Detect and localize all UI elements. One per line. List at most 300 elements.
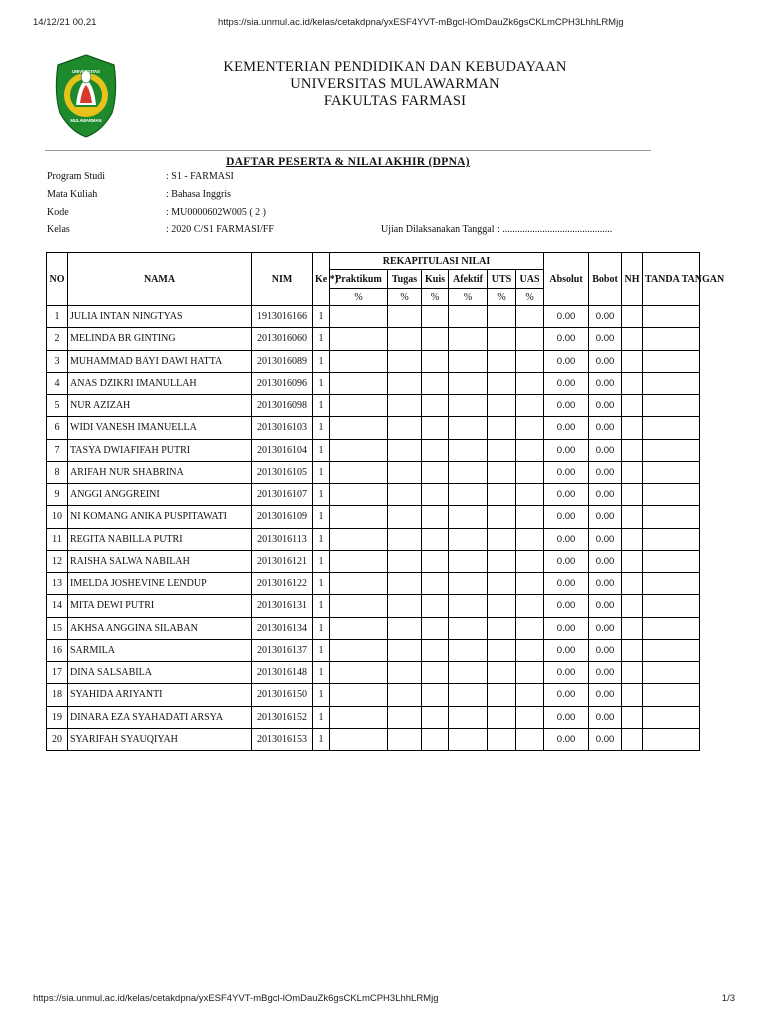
- cell-tanda-tangan: [643, 350, 700, 372]
- cell-uas: [516, 461, 544, 483]
- meta-ujian-date: Ujian Dilaksanakan Tanggal : ............................................: [381, 224, 613, 235]
- cell-nama: DINARA EZA SYAHADATI ARSYA: [68, 706, 252, 728]
- cell-nh: [622, 662, 643, 684]
- cell-tugas: [388, 350, 422, 372]
- cell-no: 10: [47, 506, 68, 528]
- cell-bobot: 0.00: [589, 528, 622, 550]
- cell-nim: 2013016098: [252, 395, 313, 417]
- table-row: [47, 306, 700, 328]
- cell-bobot: 0.00: [589, 684, 622, 706]
- percent-uas: %: [516, 289, 544, 306]
- cell-nama: DINA SALSABILA: [68, 662, 252, 684]
- cell-absolut: 0.00: [544, 639, 589, 661]
- table-row: [47, 461, 700, 483]
- cell-absolut: 0.00: [544, 350, 589, 372]
- cell-bobot: 0.00: [589, 439, 622, 461]
- cell-uas: [516, 684, 544, 706]
- meta-value: : Bahasa Inggris: [166, 189, 231, 200]
- cell-bobot: 0.00: [589, 350, 622, 372]
- cell-ke: 1: [313, 550, 330, 572]
- cell-uts: [488, 550, 516, 572]
- cell-tugas: [388, 684, 422, 706]
- cell-uts: [488, 306, 516, 328]
- cell-absolut: 0.00: [544, 595, 589, 617]
- col-header-praktikum: Praktikum: [330, 270, 388, 289]
- cell-tanda-tangan: [643, 684, 700, 706]
- table-row: [47, 528, 700, 550]
- cell-praktikum: [330, 372, 388, 394]
- cell-nama: SARMILA: [68, 639, 252, 661]
- table-row: [47, 439, 700, 461]
- table-row: [47, 372, 700, 394]
- col-header-uts: UTS: [488, 270, 516, 289]
- cell-nh: [622, 617, 643, 639]
- cell-afektif: [449, 573, 488, 595]
- cell-praktikum: [330, 417, 388, 439]
- meta-label: Mata Kuliah: [47, 189, 98, 200]
- col-header-nim: NIM: [252, 253, 313, 306]
- cell-nh: [622, 639, 643, 661]
- cell-tugas: [388, 506, 422, 528]
- cell-tanda-tangan: [643, 639, 700, 661]
- cell-ke: 1: [313, 662, 330, 684]
- cell-ke: 1: [313, 306, 330, 328]
- table-row: [47, 550, 700, 572]
- cell-bobot: 0.00: [589, 461, 622, 483]
- cell-tanda-tangan: [643, 417, 700, 439]
- cell-nh: [622, 328, 643, 350]
- cell-afektif: [449, 395, 488, 417]
- cell-absolut: 0.00: [544, 617, 589, 639]
- cell-bobot: 0.00: [589, 328, 622, 350]
- cell-absolut: 0.00: [544, 484, 589, 506]
- cell-tugas: [388, 306, 422, 328]
- cell-uts: [488, 439, 516, 461]
- cell-ke: 1: [313, 573, 330, 595]
- cell-no: 4: [47, 372, 68, 394]
- cell-kuis: [422, 573, 449, 595]
- cell-uts: [488, 506, 516, 528]
- cell-tugas: [388, 706, 422, 728]
- cell-nim: 2013016153: [252, 728, 313, 750]
- cell-nh: [622, 506, 643, 528]
- table-row: [47, 639, 700, 661]
- cell-nim: 2013016109: [252, 506, 313, 528]
- cell-afektif: [449, 439, 488, 461]
- cell-nh: [622, 350, 643, 372]
- cell-uas: [516, 617, 544, 639]
- cell-uts: [488, 573, 516, 595]
- cell-uts: [488, 639, 516, 661]
- cell-uas: [516, 728, 544, 750]
- cell-tanda-tangan: [643, 617, 700, 639]
- cell-uas: [516, 550, 544, 572]
- cell-nim: 2013016103: [252, 417, 313, 439]
- cell-absolut: 0.00: [544, 372, 589, 394]
- cell-nama: NI KOMANG ANIKA PUSPITAWATI: [68, 506, 252, 528]
- cell-tanda-tangan: [643, 595, 700, 617]
- cell-absolut: 0.00: [544, 506, 589, 528]
- cell-ke: 1: [313, 484, 330, 506]
- cell-no: 19: [47, 706, 68, 728]
- cell-ke: 1: [313, 506, 330, 528]
- col-header-nh: NH: [622, 253, 643, 306]
- cell-afektif: [449, 372, 488, 394]
- cell-absolut: 0.00: [544, 461, 589, 483]
- cell-afektif: [449, 684, 488, 706]
- cell-nim: 2013016104: [252, 439, 313, 461]
- cell-tanda-tangan: [643, 328, 700, 350]
- cell-no: 16: [47, 639, 68, 661]
- cell-uas: [516, 484, 544, 506]
- cell-uts: [488, 328, 516, 350]
- cell-uts: [488, 461, 516, 483]
- cell-afektif: [449, 461, 488, 483]
- table-row: [47, 484, 700, 506]
- cell-uas: [516, 595, 544, 617]
- cell-tanda-tangan: [643, 306, 700, 328]
- cell-tanda-tangan: [643, 372, 700, 394]
- cell-tugas: [388, 595, 422, 617]
- cell-absolut: 0.00: [544, 662, 589, 684]
- cell-nh: [622, 372, 643, 394]
- cell-uas: [516, 328, 544, 350]
- cell-tugas: [388, 662, 422, 684]
- cell-kuis: [422, 595, 449, 617]
- cell-ke: 1: [313, 684, 330, 706]
- cell-absolut: 0.00: [544, 395, 589, 417]
- cell-kuis: [422, 372, 449, 394]
- col-header-bobot: Bobot: [589, 253, 622, 306]
- university-name: UNIVERSITAS MULAWARMAN: [290, 76, 500, 92]
- cell-kuis: [422, 484, 449, 506]
- cell-ke: 1: [313, 595, 330, 617]
- percent-tugas: %: [388, 289, 422, 306]
- cell-praktikum: [330, 617, 388, 639]
- cell-uts: [488, 595, 516, 617]
- cell-uts: [488, 617, 516, 639]
- cell-absolut: 0.00: [544, 528, 589, 550]
- cell-tanda-tangan: [643, 528, 700, 550]
- cell-tugas: [388, 484, 422, 506]
- cell-nama: SYAHIDA ARIYANTI: [68, 684, 252, 706]
- col-header-absolut: Absolut: [544, 253, 589, 306]
- cell-ke: 1: [313, 417, 330, 439]
- cell-praktikum: [330, 350, 388, 372]
- cell-kuis: [422, 728, 449, 750]
- cell-no: 2: [47, 328, 68, 350]
- cell-kuis: [422, 350, 449, 372]
- cell-nh: [622, 706, 643, 728]
- cell-uas: [516, 417, 544, 439]
- cell-uas: [516, 439, 544, 461]
- col-header-tugas: Tugas: [388, 270, 422, 289]
- cell-absolut: 0.00: [544, 706, 589, 728]
- cell-nim: 2013016152: [252, 706, 313, 728]
- cell-nama: IMELDA JOSHEVINE LENDUP: [68, 573, 252, 595]
- print-datetime: 14/12/21 00.21: [33, 17, 97, 28]
- cell-tugas: [388, 372, 422, 394]
- cell-uts: [488, 684, 516, 706]
- cell-kuis: [422, 506, 449, 528]
- cell-nim: 2013016134: [252, 617, 313, 639]
- cell-absolut: 0.00: [544, 728, 589, 750]
- cell-nim: 2013016107: [252, 484, 313, 506]
- meta-value: : S1 - FARMASI: [166, 171, 234, 182]
- cell-uts: [488, 484, 516, 506]
- cell-no: 12: [47, 550, 68, 572]
- cell-nh: [622, 461, 643, 483]
- cell-afektif: [449, 595, 488, 617]
- table-row: [47, 617, 700, 639]
- page-number: 1/3: [721, 993, 735, 1004]
- meta-label: Program Studi: [47, 171, 106, 182]
- cell-bobot: 0.00: [589, 662, 622, 684]
- cell-tugas: [388, 439, 422, 461]
- cell-uas: [516, 306, 544, 328]
- percent-afektif: %: [449, 289, 488, 306]
- cell-uts: [488, 706, 516, 728]
- cell-afektif: [449, 417, 488, 439]
- cell-nh: [622, 439, 643, 461]
- meta-value: : MU0000602W005 ( 2 ): [166, 207, 266, 218]
- cell-ke: 1: [313, 728, 330, 750]
- cell-tanda-tangan: [643, 550, 700, 572]
- cell-kuis: [422, 439, 449, 461]
- cell-ke: 1: [313, 639, 330, 661]
- cell-nama: RAISHA SALWA NABILAH: [68, 550, 252, 572]
- cell-uas: [516, 573, 544, 595]
- cell-ke: 1: [313, 439, 330, 461]
- col-header-no: NO: [47, 253, 68, 306]
- cell-bobot: 0.00: [589, 573, 622, 595]
- faculty-name: FAKULTAS FARMASI: [323, 93, 467, 109]
- cell-nama: MITA DEWI PUTRI: [68, 595, 252, 617]
- cell-afektif: [449, 306, 488, 328]
- cell-absolut: 0.00: [544, 306, 589, 328]
- cell-kuis: [422, 395, 449, 417]
- cell-afektif: [449, 528, 488, 550]
- cell-nh: [622, 528, 643, 550]
- cell-absolut: 0.00: [544, 417, 589, 439]
- cell-no: 9: [47, 484, 68, 506]
- cell-tugas: [388, 328, 422, 350]
- cell-nh: [622, 306, 643, 328]
- cell-nim: 2013016105: [252, 461, 313, 483]
- cell-ke: 1: [313, 617, 330, 639]
- cell-nama: ANAS DZIKRI IMANULLAH: [68, 372, 252, 394]
- col-header-ke: Ke *): [313, 253, 330, 306]
- cell-ke: 1: [313, 395, 330, 417]
- meta-value: : 2020 C/S1 FARMASI/FF: [166, 224, 274, 235]
- table-row: [47, 573, 700, 595]
- cell-nama: ARIFAH NUR SHABRINA: [68, 461, 252, 483]
- cell-praktikum: [330, 573, 388, 595]
- cell-ke: 1: [313, 461, 330, 483]
- cell-uas: [516, 372, 544, 394]
- cell-kuis: [422, 306, 449, 328]
- cell-uts: [488, 417, 516, 439]
- logo-text-top: UNIVERSITAS: [72, 69, 100, 74]
- cell-bobot: 0.00: [589, 595, 622, 617]
- cell-no: 14: [47, 595, 68, 617]
- ministry-name: KEMENTERIAN PENDIDIKAN DAN KEBUDAYAAN: [223, 59, 567, 75]
- cell-tugas: [388, 550, 422, 572]
- cell-absolut: 0.00: [544, 328, 589, 350]
- cell-bobot: 0.00: [589, 372, 622, 394]
- cell-praktikum: [330, 528, 388, 550]
- cell-absolut: 0.00: [544, 573, 589, 595]
- table-row: [47, 684, 700, 706]
- cell-nim: 2013016131: [252, 595, 313, 617]
- cell-afektif: [449, 706, 488, 728]
- cell-nim: 2013016122: [252, 573, 313, 595]
- cell-afektif: [449, 639, 488, 661]
- cell-no: 5: [47, 395, 68, 417]
- cell-ke: 1: [313, 528, 330, 550]
- cell-uts: [488, 372, 516, 394]
- cell-nh: [622, 595, 643, 617]
- cell-tugas: [388, 728, 422, 750]
- cell-bobot: 0.00: [589, 617, 622, 639]
- cell-nim: 2013016150: [252, 684, 313, 706]
- cell-afektif: [449, 617, 488, 639]
- cell-no: 3: [47, 350, 68, 372]
- cell-tugas: [388, 461, 422, 483]
- cell-kuis: [422, 550, 449, 572]
- cell-nh: [622, 484, 643, 506]
- cell-nh: [622, 684, 643, 706]
- print-footer-url: https://sia.unmul.ac.id/kelas/cetakdpna/yxESF4YVT-mBgcl-lOmDauZk6gsCKLmCPH3LhhLRMjg: [33, 993, 439, 1004]
- cell-no: 11: [47, 528, 68, 550]
- institution-heading: [150, 59, 640, 110]
- cell-kuis: [422, 706, 449, 728]
- col-header-tanda-tangan: TANDA TANGAN: [643, 253, 700, 306]
- grades-table-body: [47, 306, 700, 751]
- cell-absolut: 0.00: [544, 684, 589, 706]
- cell-nim: 2013016060: [252, 328, 313, 350]
- cell-tanda-tangan: [643, 728, 700, 750]
- cell-uas: [516, 528, 544, 550]
- cell-no: 13: [47, 573, 68, 595]
- percent-uts: %: [488, 289, 516, 306]
- cell-kuis: [422, 461, 449, 483]
- cell-ke: 1: [313, 706, 330, 728]
- cell-tanda-tangan: [643, 395, 700, 417]
- cell-praktikum: [330, 395, 388, 417]
- print-url: https://sia.unmul.ac.id/kelas/cetakdpna/yxESF4YVT-mBgcl-lOmDauZk6gsCKLmCPH3LhhLRMjg: [218, 17, 624, 28]
- cell-uts: [488, 528, 516, 550]
- cell-bobot: 0.00: [589, 417, 622, 439]
- university-logo: [52, 53, 120, 139]
- percent-kuis: %: [422, 289, 449, 306]
- cell-nim: 2013016121: [252, 550, 313, 572]
- cell-tugas: [388, 528, 422, 550]
- cell-nim: 2013016113: [252, 528, 313, 550]
- cell-absolut: 0.00: [544, 550, 589, 572]
- cell-afektif: [449, 662, 488, 684]
- cell-no: 18: [47, 684, 68, 706]
- cell-afektif: [449, 506, 488, 528]
- cell-praktikum: [330, 595, 388, 617]
- cell-no: 20: [47, 728, 68, 750]
- table-row: [47, 728, 700, 750]
- cell-praktikum: [330, 439, 388, 461]
- cell-absolut: 0.00: [544, 439, 589, 461]
- cell-nama: SYARIFAH SYAUQIYAH: [68, 728, 252, 750]
- cell-nama: JULIA INTAN NINGTYAS: [68, 306, 252, 328]
- cell-bobot: 0.00: [589, 484, 622, 506]
- cell-praktikum: [330, 550, 388, 572]
- cell-praktikum: [330, 662, 388, 684]
- table-row: [47, 662, 700, 684]
- cell-no: 7: [47, 439, 68, 461]
- cell-nama: WIDI VANESH IMANUELLA: [68, 417, 252, 439]
- col-header-afektif: Afektif: [449, 270, 488, 289]
- cell-uas: [516, 639, 544, 661]
- cell-praktikum: [330, 728, 388, 750]
- cell-tanda-tangan: [643, 461, 700, 483]
- col-header-nama: NAMA: [68, 253, 252, 306]
- cell-kuis: [422, 617, 449, 639]
- cell-bobot: 0.00: [589, 706, 622, 728]
- cell-kuis: [422, 528, 449, 550]
- table-row: [47, 706, 700, 728]
- cell-praktikum: [330, 461, 388, 483]
- cell-bobot: 0.00: [589, 506, 622, 528]
- cell-kuis: [422, 684, 449, 706]
- cell-praktikum: [330, 306, 388, 328]
- cell-tanda-tangan: [643, 484, 700, 506]
- cell-nim: 1913016166: [252, 306, 313, 328]
- cell-kuis: [422, 417, 449, 439]
- cell-uas: [516, 350, 544, 372]
- cell-kuis: [422, 662, 449, 684]
- cell-nama: AKHSA ANGGINA SILABAN: [68, 617, 252, 639]
- cell-praktikum: [330, 506, 388, 528]
- cell-ke: 1: [313, 350, 330, 372]
- cell-uts: [488, 662, 516, 684]
- table-row: [47, 328, 700, 350]
- cell-uts: [488, 350, 516, 372]
- cell-uts: [488, 728, 516, 750]
- cell-nh: [622, 395, 643, 417]
- cell-praktikum: [330, 484, 388, 506]
- cell-nh: [622, 550, 643, 572]
- cell-bobot: 0.00: [589, 550, 622, 572]
- cell-uas: [516, 706, 544, 728]
- cell-kuis: [422, 639, 449, 661]
- cell-praktikum: [330, 328, 388, 350]
- table-row: [47, 350, 700, 372]
- cell-no: 6: [47, 417, 68, 439]
- cell-uas: [516, 662, 544, 684]
- meta-label: Kode: [47, 207, 69, 218]
- cell-praktikum: [330, 639, 388, 661]
- cell-afektif: [449, 728, 488, 750]
- table-row: [47, 395, 700, 417]
- cell-afektif: [449, 328, 488, 350]
- cell-no: 1: [47, 306, 68, 328]
- cell-no: 8: [47, 461, 68, 483]
- cell-nh: [622, 573, 643, 595]
- cell-no: 17: [47, 662, 68, 684]
- col-header-uas: UAS: [516, 270, 544, 289]
- cell-nim: 2013016137: [252, 639, 313, 661]
- cell-tugas: [388, 395, 422, 417]
- col-header-kuis: Kuis: [422, 270, 449, 289]
- cell-kuis: [422, 328, 449, 350]
